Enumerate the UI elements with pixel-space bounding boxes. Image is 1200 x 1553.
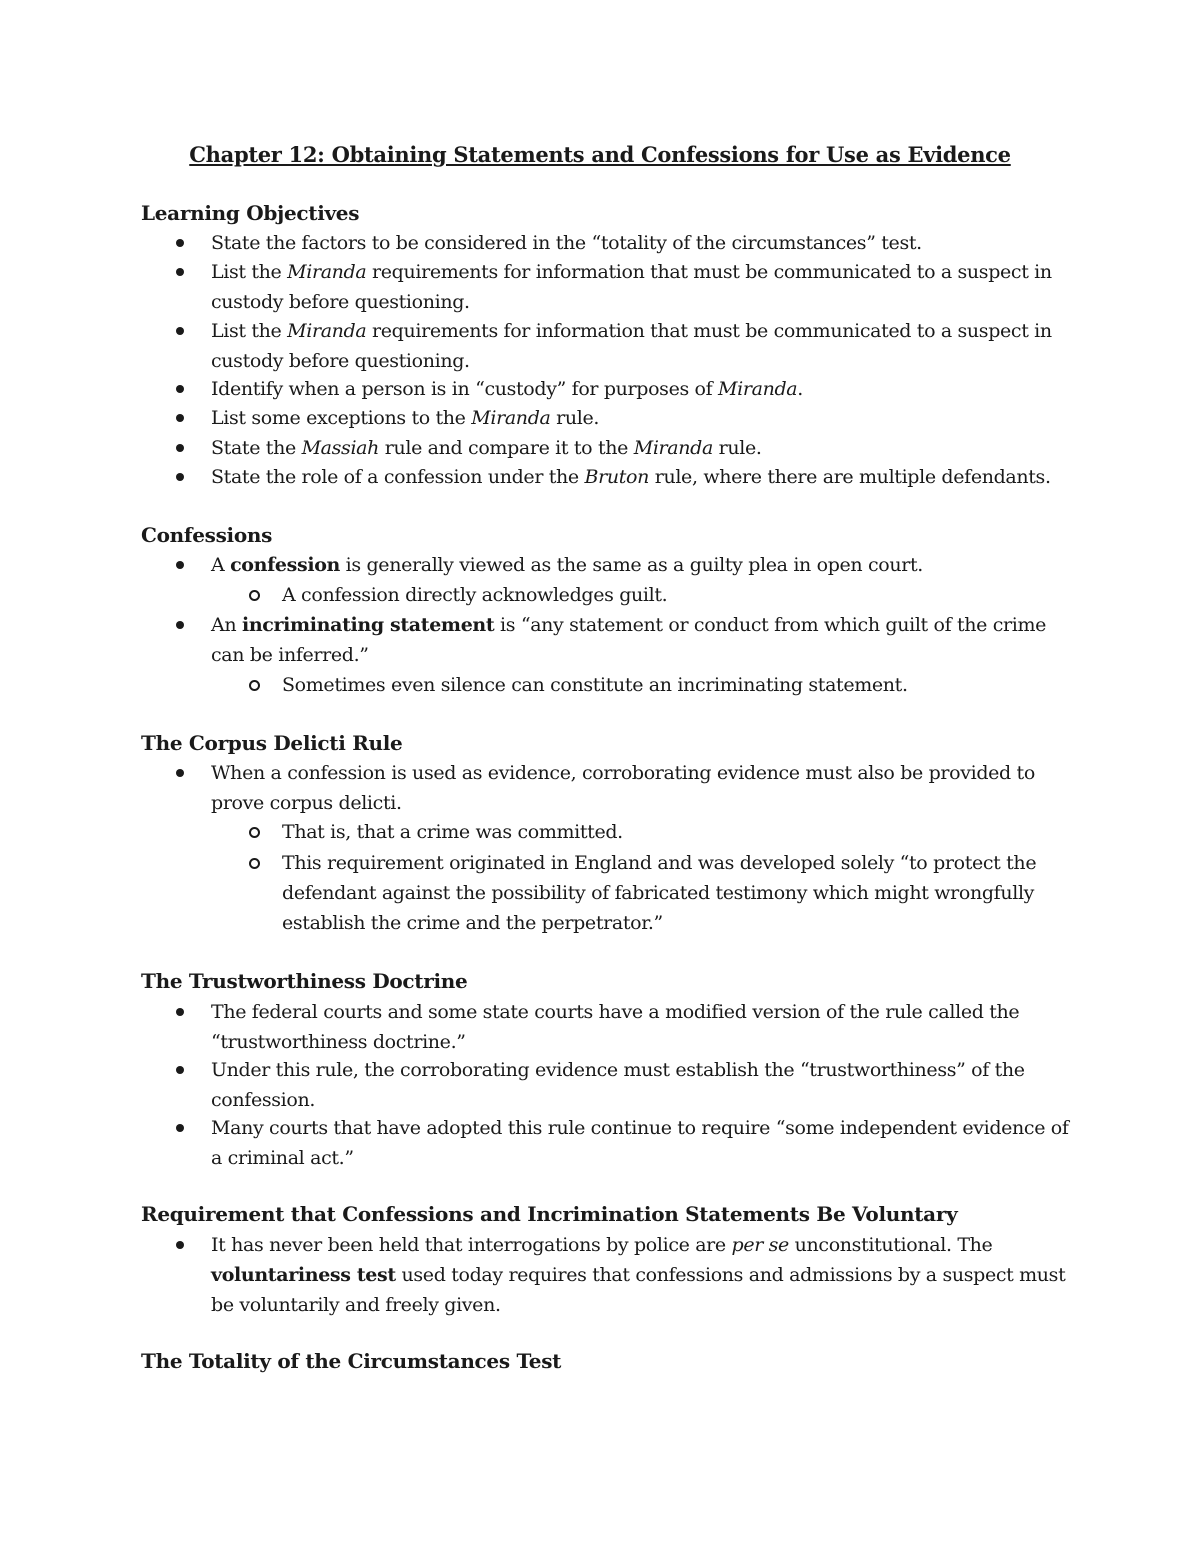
sub-list-item: That is, that a crime was committed. xyxy=(282,821,623,843)
bullet-icon xyxy=(176,414,184,422)
sub-list-item: Sometimes even silence can constitute an incriminating statement. xyxy=(282,674,908,696)
bullet-icon xyxy=(176,327,184,335)
list-item: Identify when a person is in “custody” for purposes of Miranda. xyxy=(211,378,803,400)
bullet-icon xyxy=(176,473,184,481)
sub-list-item: This requirement originated in England and was developed solely “to protect the defendant against the possibility of fabricated testimony which might wrongfully establish the crime and the perpetrator.” xyxy=(282,852,1037,934)
list-item: State the role of a confession under the Bruton rule, where there are multiple defendants. xyxy=(211,466,1051,488)
heading-totality: The Totality of the Circumstances Test xyxy=(141,1349,562,1373)
bullet-icon xyxy=(176,1124,184,1132)
heading-voluntary: Requirement that Confessions and Incrimination Statements Be Voluntary xyxy=(141,1202,958,1226)
list-item: List the Miranda requirements for information that must be communicated to a suspect in custody before questioning. xyxy=(211,320,1052,372)
bullet-icon xyxy=(176,385,184,393)
heading-confessions: Confessions xyxy=(141,523,273,547)
heading-learning-objectives: Learning Objectives xyxy=(141,201,360,225)
list-item: The federal courts and some state courts have a modified version of the rule called the “trustworthiness doctrine.” xyxy=(211,1001,1020,1053)
bullet-icon xyxy=(176,444,184,452)
sub-bullet-icon xyxy=(249,827,260,838)
bullet-icon xyxy=(176,1241,184,1249)
heading-corpus-delicti: The Corpus Delicti Rule xyxy=(141,731,403,755)
heading-trustworthiness: The Trustworthiness Doctrine xyxy=(141,969,468,993)
list-item: An incriminating statement is “any statement or conduct from which guilt of the crime can be inferred.” xyxy=(211,614,1047,666)
sub-bullet-icon xyxy=(249,590,260,601)
page-title: Chapter 12: Obtaining Statements and Confessions for Use as Evidence xyxy=(189,142,1011,167)
list-item: List some exceptions to the Miranda rule. xyxy=(211,407,600,429)
list-item: Many courts that have adopted this rule continue to require “some independent evidence of a criminal act.” xyxy=(211,1117,1069,1169)
sub-bullet-icon xyxy=(249,680,260,691)
sub-list-item: A confession directly acknowledges guilt. xyxy=(282,584,668,606)
bullet-icon xyxy=(176,621,184,629)
bullet-icon xyxy=(176,561,184,569)
bullet-icon xyxy=(176,1008,184,1016)
bullet-icon xyxy=(176,1066,184,1074)
list-item: A confession is generally viewed as the same as a guilty plea in open court. xyxy=(211,554,923,576)
bullet-icon xyxy=(176,239,184,247)
list-item: List the Miranda requirements for information that must be communicated to a suspect in custody before questioning. xyxy=(211,261,1052,313)
list-item: State the factors to be considered in the “totality of the circumstances” test. xyxy=(211,232,922,254)
sub-bullet-icon xyxy=(249,858,260,869)
bullet-icon xyxy=(176,769,184,777)
list-item: When a confession is used as evidence, corroborating evidence must also be provided to prove corpus delicti. xyxy=(211,762,1035,814)
list-item: It has never been held that interrogations by police are per se unconstitutional. The voluntariness test used today requires that confessions and admissions by a suspect must be voluntarily and freely given. xyxy=(211,1234,1066,1316)
list-item: Under this rule, the corroborating evidence must establish the “trustworthiness” of the confession. xyxy=(211,1059,1025,1111)
list-item: State the Massiah rule and compare it to the Miranda rule. xyxy=(211,437,762,459)
bullet-icon xyxy=(176,268,184,276)
